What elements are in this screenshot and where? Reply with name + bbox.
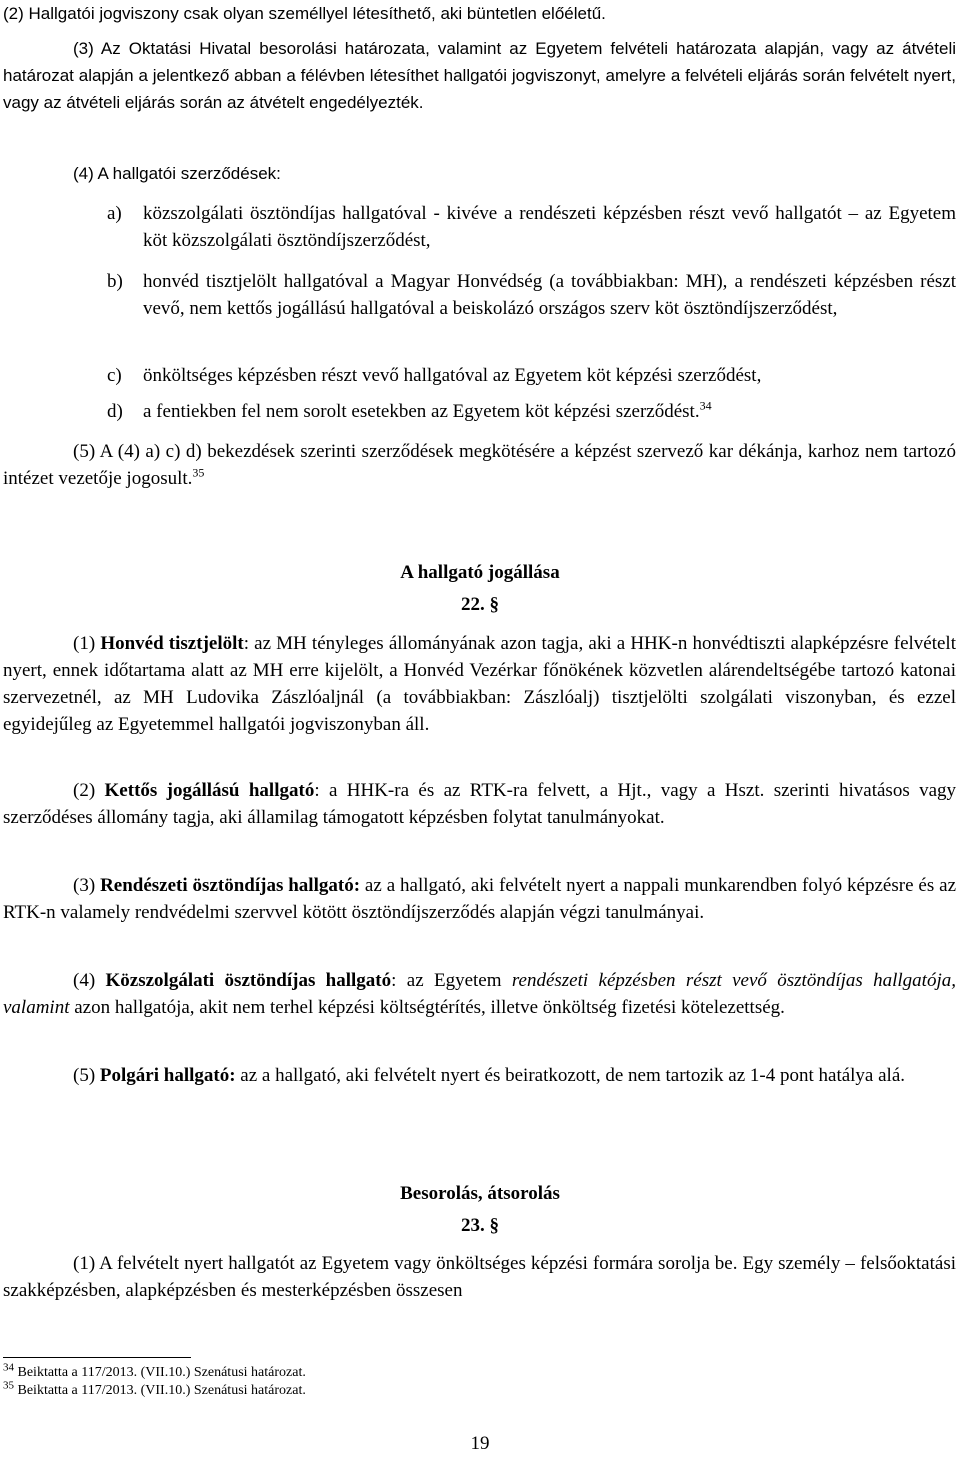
list-item-label: a) [107, 203, 122, 224]
list-item-text: honvéd tisztjelölt hallgatóval a Magyar Honvédség (a továbbiakban: MH), a rendészeti képzésben részt vevő, nem kettős jogállású hallgatóval a beiskolázó országos szerv köt ösztöndíjszerződést, [143, 271, 956, 319]
list-item-text: önköltséges képzésben részt vevő hallgatóval az Egyetem köt képzési szerződést, [143, 365, 762, 386]
paragraph-22-2 [3, 777, 956, 831]
list-item-text: közszolgálati ösztöndíjas hallgatóval - kivéve a rendészeti képzésben részt vevő hallgatót – az Egyetem köt közszolgálati ösztöndíjszerződést, [143, 203, 956, 251]
footnote-ref-35[interactable]: 35 [192, 465, 205, 480]
p2-lead: (2) [73, 780, 105, 801]
term-kozszolgalati-osztondijas: Közszolgálati ösztöndíjas hallgató [105, 970, 392, 991]
footnote-ref-34[interactable]: 34 [699, 398, 712, 413]
p1-rest: : az MH tényleges állományának azon tagja, aki a HHK-n honvédtiszti alapképzésre felvételt nyert, ennek időtartama alatt az MH erre kijelölt, a Honvéd Vezérkar főnökének közvetlen alárendeltségébe tartozó katonai szervezetnél, az MH Ludovika Zászlóaljnál (a továbbiakban: Zászlóalj) tisztjelölti szolgálati viszonyban, és ezzel egyidejűleg az Egyetemmel hallgatói jogviszonyban áll. [3, 633, 956, 735]
p4-lead: (4) [73, 970, 106, 991]
paragraph-22-3 [3, 872, 956, 926]
list-item-a [107, 200, 956, 254]
p4-mid: : az Egyetem [391, 970, 512, 991]
section-22-number: 22. § [461, 594, 499, 615]
list-item-b [107, 268, 956, 322]
p4-italic: rendészeti képzésben részt vevő ösztöndíjas hallgatója, valamint [3, 970, 956, 1018]
paragraph-21-3-text: (3) Az Oktatási Hivatal besorolási határozata, valamint az Egyetem felvételi határozata alapján, vagy az átvételi határozat alapján a jelentkező abban a félévben létesíthet hallgatói jogviszonyt, amelyre a felvételi eljárás során felvételt nyert, vagy az átvételi eljárás során az átvételt engedélyezték. [3, 39, 956, 112]
section-22-title: A hallgató jogállása [400, 562, 560, 583]
footnote-number: 35 [3, 1379, 14, 1392]
paragraph-22-4 [3, 967, 956, 1021]
footnote-text: Beiktatta a 117/2013. (VII.10.) Szenátusi határozat. [17, 1383, 306, 1398]
paragraph-23-1-text: (1) A felvételt nyert hallgatót az Egyetem vagy önköltséges képzési formára sorolja be. Egy személy – felsőoktatási szakképzésben, alapképzésben és mesterképzésben összesen [3, 1253, 956, 1301]
list-item-label: b) [107, 271, 123, 292]
p3-lead: (3) [73, 875, 101, 896]
term-rendeszeti-osztondijas: Rendészeti ösztöndíjas hallgató: [100, 875, 361, 896]
term-honved-tisztjelolt: Honvéd tisztjelölt [100, 633, 244, 654]
p1-lead: (1) [73, 633, 101, 654]
section-23-title: Besorolás, átsorolás [400, 1183, 560, 1204]
paragraph-22-5 [3, 1062, 956, 1089]
paragraph-21-4-intro [3, 160, 956, 187]
p3-rest: az a hallgató, aki felvételt nyert a nappali munkarendben folyó képzésre és az RTK-n valamely rendvédelmi szervvel kötött ösztöndíjszerződés alapján végzi tanulmányai. [3, 875, 957, 923]
paragraph-21-5-text: (5) A (4) a) c) d) bekezdések szerinti szerződések megkötésére a képzést szervező kar dékánja, karhoz nem tartozó intézet vezetője jogosult. [3, 441, 956, 489]
footnote-34 [3, 1361, 306, 1382]
p4-rest: azon hallgatója, akit nem terhel képzési költségtérítés, illetve önköltség fizetési kötelezettség. [69, 997, 785, 1018]
page-number: 19 [470, 1433, 490, 1454]
term-polgari-hallgato: Polgári hallgató: [99, 1065, 236, 1086]
paragraph-21-5 [3, 438, 956, 492]
list-item-c [107, 362, 956, 389]
list-item-text [107, 398, 956, 425]
footnote-divider [3, 1357, 191, 1358]
paragraph-23-1 [3, 1250, 956, 1304]
footnote-number: 34 [3, 1361, 14, 1374]
p5-rest: az a hallgató, aki felvételt nyert és beiratkozott, de nem tartozik az 1-4 pont hatálya alá. [235, 1065, 906, 1086]
list-item-label: d) [107, 401, 123, 422]
paragraph-21-2-text: (2) Hallgatói jogviszony csak olyan személlyel létesíthető, aki büntetlen előéletű. [3, 4, 606, 23]
p2-rest: : a HHK-ra és az RTK-ra felvett, a Hjt., vagy a Hszt. szerinti hivatásos vagy szerződéses állomány tagja, aki államilag támogatott képzésben folytat tanulmányokat. [3, 780, 957, 828]
paragraph-22-1 [3, 630, 956, 738]
list-item-d [107, 398, 956, 425]
paragraph-21-4-intro-text: (4) A hallgatói szerződések: [73, 164, 281, 183]
footnote-35 [3, 1379, 306, 1400]
p5-lead: (5) [73, 1065, 100, 1086]
paragraph-21-2 [3, 0, 956, 27]
list-item-label: c) [107, 365, 122, 386]
paragraph-21-3 [3, 35, 956, 116]
list-item-d-text: a fentiekben fel nem sorolt esetekben az Egyetem köt képzési szerződést. [143, 401, 700, 422]
section-23-number: 23. § [461, 1215, 499, 1236]
footnote-text: Beiktatta a 117/2013. (VII.10.) Szenátusi határozat. [17, 1365, 306, 1380]
term-kettos-jogallasu: Kettős jogállású hallgató [104, 780, 315, 801]
